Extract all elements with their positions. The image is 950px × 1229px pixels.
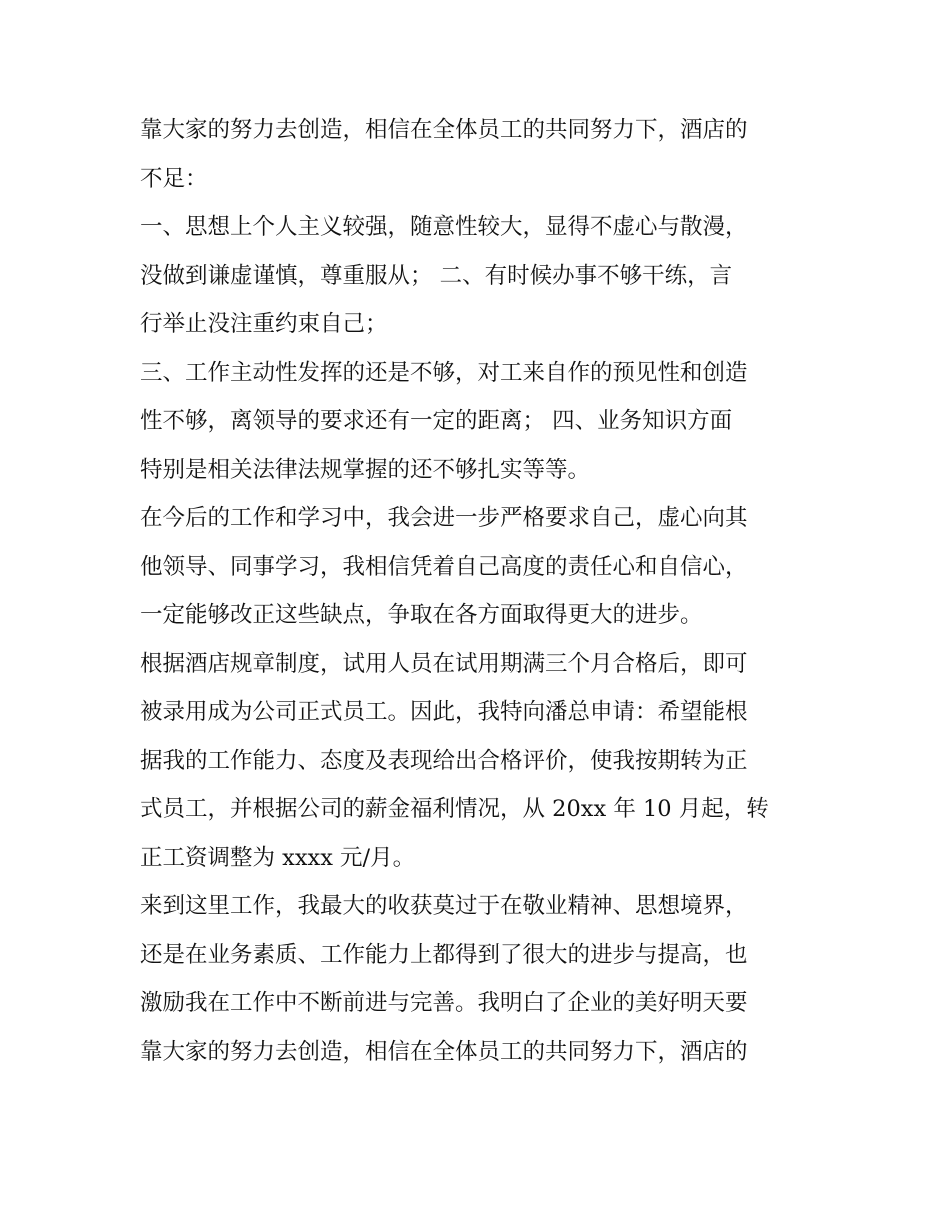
text-line-1: 靠大家的努力去创造，相信在全体员工的共同努力下，酒店的 [140, 117, 748, 143]
text-line-4: 没做到谦虚谨慎，尊重服从； 二、有时候办事不够干练，言 [140, 262, 733, 289]
text-line-20: 靠大家的努力去创造，相信在全体员工的共同努力下，酒店的 [140, 1038, 748, 1065]
text-line-14: 据我的工作能力、态度及表现给出合格评价，使我按期转为正 [140, 747, 748, 774]
text-line-16: 正工资调整为 xxxx 元/月。 [140, 844, 416, 871]
text-line-15: 式员工，并根据公司的薪金福利情况，从 20xx 年 10 月起，转 [140, 796, 769, 822]
text-line-9: 在今后的工作和学习中，我会进一步严格要求自己，虚心向其 [140, 505, 748, 531]
text-line-2: 不足： [140, 165, 208, 192]
text-line-5: 行举止没注重约束自己； [140, 311, 388, 337]
text-line-6: 三、工作主动性发挥的还是不够，对工来自作的预见性和创造 [140, 359, 748, 386]
document-body [140, 106, 820, 1076]
text-line-13: 被录用成为公司正式员工。因此，我特向潘总申请：希望能根 [140, 699, 748, 725]
text-line-19: 激励我在工作中不断前进与完善。我明白了企业的美好明天要 [140, 990, 748, 1016]
text-line-18: 还是在业务素质、工作能力上都得到了很大的进步与提高，也 [140, 941, 748, 968]
text-line-3: 一、思想上个人主义较强，随意性较大，显得不虚心与散漫， [140, 214, 748, 240]
text-line-11: 一定能够改正这些缺点，争取在各方面取得更大的进步。 [140, 602, 703, 628]
text-line-8: 特别是相关法律法规掌握的还不够扎实等等。 [140, 456, 591, 483]
text-line-12: 根据酒店规章制度，试用人员在试用期满三个月合格后，即可 [140, 650, 748, 677]
text-line-17: 来到这里工作，我最大的收获莫过于在敬业精神、思想境界， [140, 893, 748, 919]
text-line-10: 他领导、同事学习，我相信凭着自己高度的责任心和自信心， [140, 553, 748, 580]
text-line-7: 性不够，离领导的要求还有一定的距离； 四、业务知识方面 [140, 408, 733, 434]
